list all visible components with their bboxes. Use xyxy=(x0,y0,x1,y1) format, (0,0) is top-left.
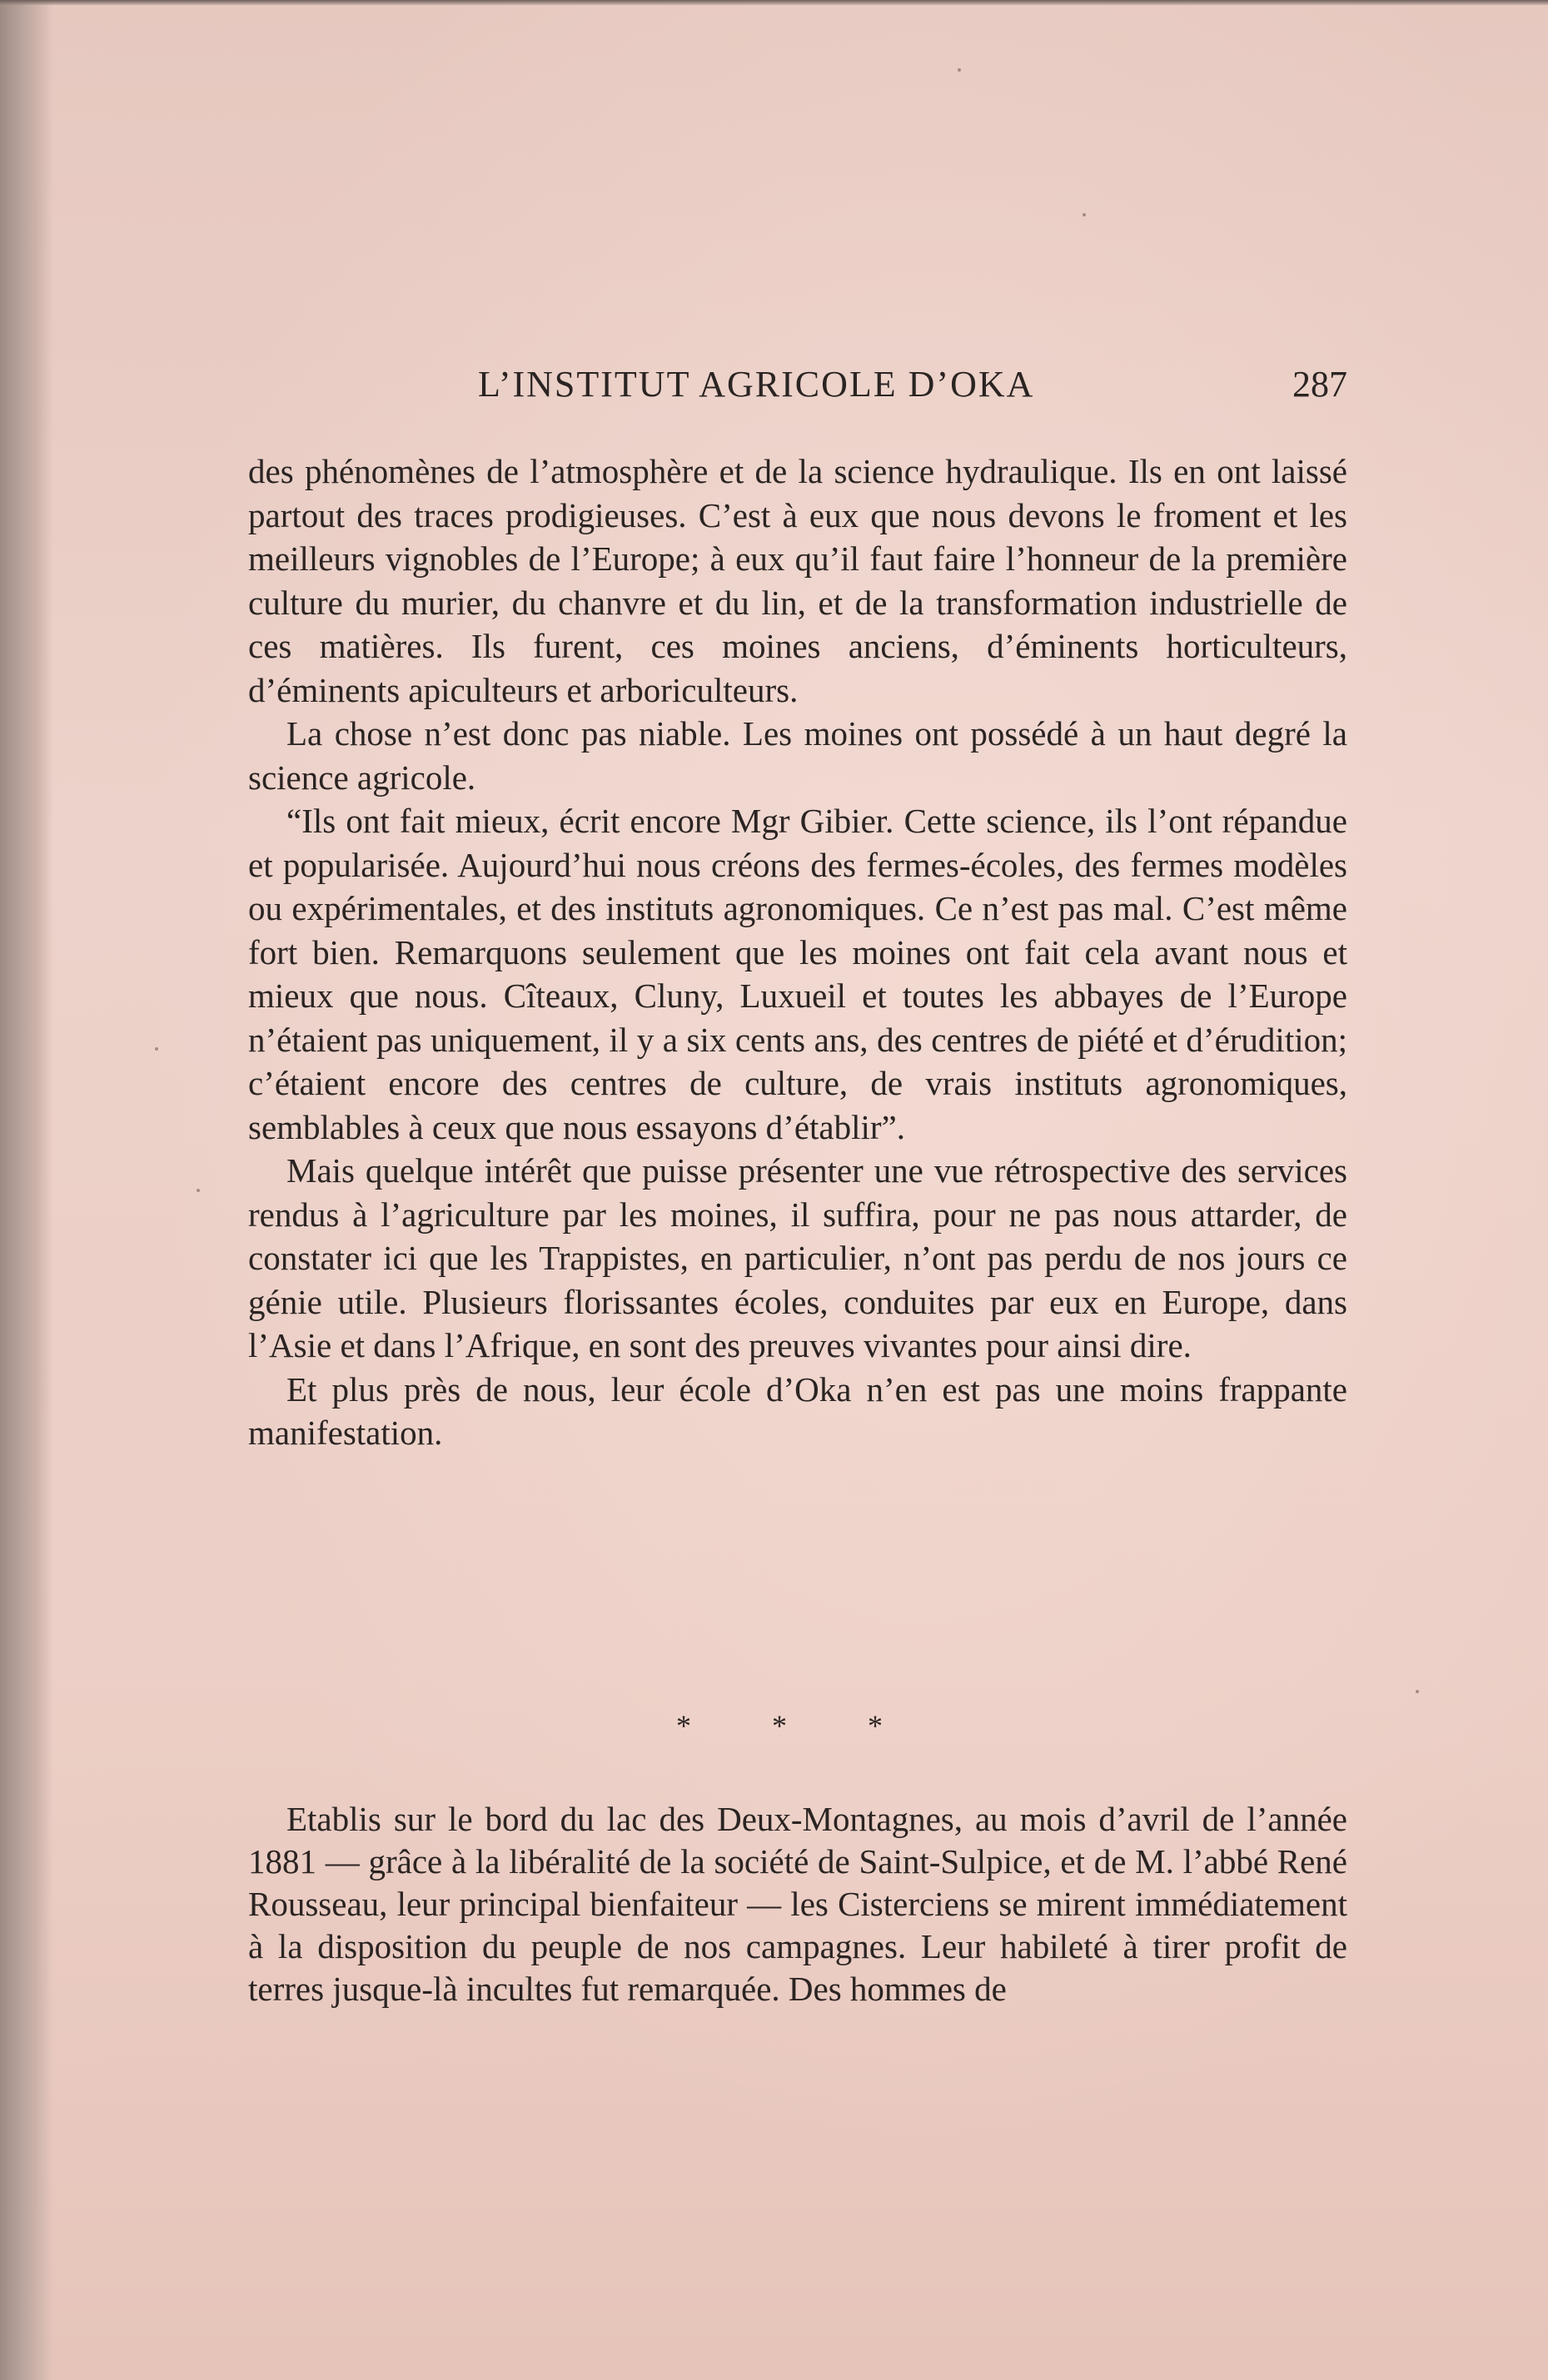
paragraph: Etablis sur le bord du lac des Deux-Montagnes, au mois d’avril de l’année 1881 — grâce à la libéralité de la société de Saint-Sulpice, et de M. l’abbé René Rousseau, leur principal bienfaiteur — les Cisterciens se mirent immédiatement à la disposition du peuple de nos campagnes. Leur habileté à tirer profit de terres jusque-là incultes fut remarquée. Des hommes de xyxy=(248,1800,1347,2008)
paragraph: Mais quelque intérêt que puisse présenter une vue rétrospective des services rendus à l’agriculture par les moines, il suffira, pour ne pas nous attarder, de constater ici que les Trappistes, en particulier, n’ont pas perdu de nos jours ce génie utile. Plusieurs florissantes écoles, conduites par eux en Europe, dans l’Asie et dans l’Afrique, en sont des preuves vivantes pour ainsi dire. xyxy=(248,1151,1347,1364)
paragraph-continuation: des phénomènes de l’atmosphère et de la science hydraulique. Ils en ont laissé partout des traces prodigieuses. C’est à eux que nous devons le froment et les meilleurs vignobles de l’Europe; à eux qu’il faut faire l’honneur de la première culture du murier, du chanvre et du lin, et de la transformation industrielle de ces matières. Ils furent, ces moines anciens, d’éminents horticulteurs, d’éminents apiculteurs et arboriculteurs. xyxy=(248,452,1347,709)
paragraph-quotation: “Ils ont fait mieux, écrit encore Mgr Gibier. Cette science, ils l’ont répandue et popularisée. Aujourd’hui nous créons des fermes-écoles, des fermes modèles ou expérimentales, et des instituts agronomiques. Ce n’est pas mal. C’est même fort bien. Remarquons seulement que les moines ont fait cela avant nous et mieux que nous. Cîteaux, Cluny, Luxueil et toutes les abbayes de l’Europe n’étaient pas uniquement, il y a six cents ans, des centres de piété et d’érudition; c’étaient encore des centres de culture, de vrais instituts agronomiques, semblables à ceux que nous essayons d’établir”. xyxy=(248,802,1347,1146)
paper-speck xyxy=(1083,213,1086,216)
paper-speck xyxy=(197,1189,200,1192)
paragraph: Et plus près de nous, leur école d’Oka n’en est pas une moins frappante manifestation. xyxy=(248,1369,1347,1452)
running-title: L’INSTITUT AGRICOLE D’OKA xyxy=(478,364,1035,405)
paper-speck xyxy=(155,1047,158,1051)
paper-speck xyxy=(1416,1690,1419,1693)
paragraph: La chose n’est donc pas niable. Les moines ont possédé à un haut degré la science agricole. xyxy=(248,714,1347,797)
main-text xyxy=(248,450,1347,1455)
running-head xyxy=(248,363,1347,413)
section-break-asterism: * * * xyxy=(676,1709,919,1742)
section-two-text xyxy=(248,1798,1347,2010)
page-top-edge xyxy=(0,0,1548,5)
paper-speck xyxy=(958,68,961,72)
page-number: 287 xyxy=(1292,364,1347,405)
binding-gutter xyxy=(0,0,53,2380)
